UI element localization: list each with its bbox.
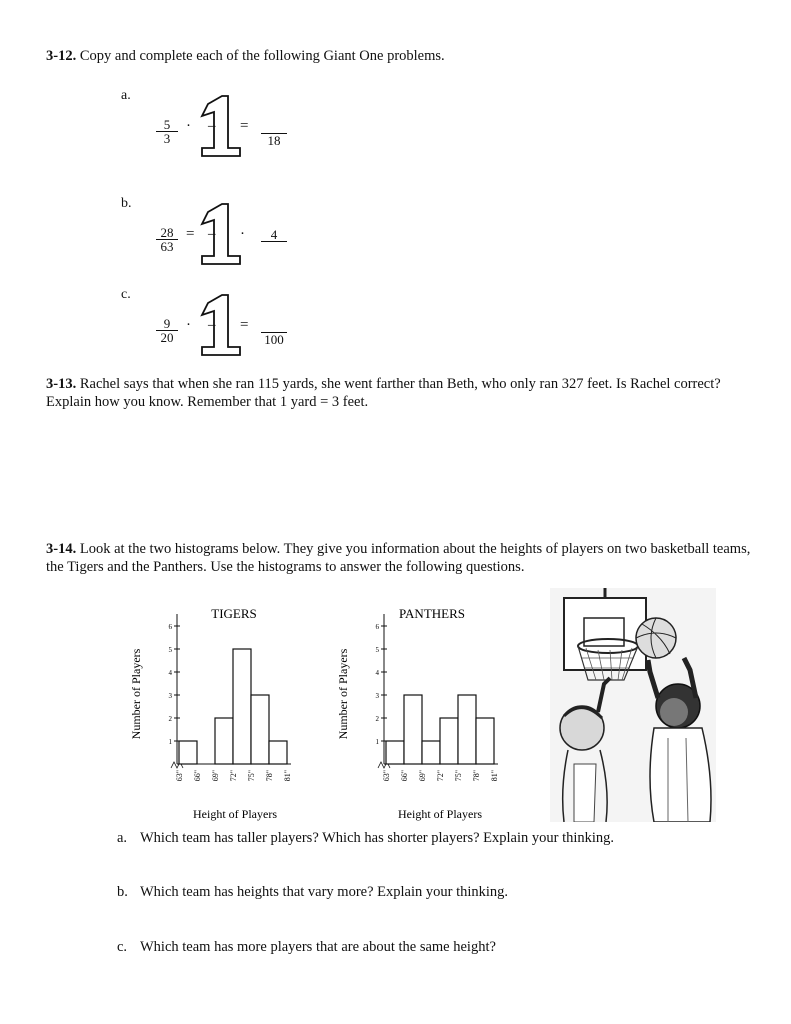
- giant-one-icon: [196, 94, 249, 163]
- x-tick-label: 63": [382, 770, 391, 782]
- operator: ·: [240, 226, 245, 242]
- histogram-bar: [251, 695, 269, 764]
- left-denominator: 20: [160, 330, 174, 345]
- right-numerator: [261, 319, 287, 333]
- question-text: Which team has more players that are about the same height?: [140, 939, 496, 955]
- y-tick-label: 2: [168, 715, 172, 723]
- problem-text: Rachel says that when she ran 115 yards, she went farther than Beth, who only ran 327 feet. Is Rachel correct? Explain how you know. Remember that 1 yard = 3 feet.: [46, 376, 721, 410]
- histogram-bar: [269, 741, 287, 764]
- x-axis-label: Height of Players: [193, 807, 277, 821]
- question-label: c.: [117, 939, 128, 955]
- x-tick-label: 69": [211, 770, 220, 782]
- problem-3-14-prompt: [46, 540, 751, 576]
- histogram-bar: [233, 649, 251, 764]
- left-denominator: 3: [163, 131, 171, 146]
- giant-one-blank: –: [208, 317, 216, 333]
- y-tick-label: 4: [168, 669, 172, 677]
- y-tick-label: 6: [375, 623, 379, 631]
- left-numerator: 28: [156, 226, 178, 240]
- y-tick-label: 6: [168, 623, 172, 631]
- chart-title: TIGERS: [211, 606, 257, 621]
- x-tick-label: 66": [400, 770, 409, 782]
- giant-one-blank: –: [208, 226, 216, 242]
- operator: =: [240, 317, 249, 333]
- left-fraction: [156, 317, 178, 344]
- histogram-bar: [215, 718, 233, 764]
- histograms: [120, 598, 520, 826]
- y-tick-label: 2: [375, 715, 379, 723]
- x-tick-label: 81": [490, 770, 499, 782]
- basketball-players-icon: [550, 588, 716, 822]
- x-tick-label: 81": [283, 770, 292, 782]
- problem-number: 3-14.: [46, 541, 77, 557]
- right-denominator: 18: [267, 133, 281, 148]
- right-numerator: 4: [261, 228, 287, 242]
- x-tick-label: 66": [193, 770, 202, 782]
- histogram-bar: [404, 695, 422, 764]
- giant-one-icon: [196, 202, 246, 271]
- problem-text: Look at the two histograms below. They give you information about the heights of players on two basketball teams, the Tigers and the Panthers. Use the histograms to answer the following questions.: [46, 541, 751, 575]
- problem-number: 3-13.: [46, 376, 77, 392]
- left-numerator: 5: [156, 118, 178, 132]
- chart-title: PANTHERS: [399, 606, 465, 621]
- problem-label: c.: [121, 287, 131, 302]
- x-tick-label: 75": [247, 770, 256, 782]
- y-tick-label: 3: [375, 692, 379, 700]
- right-fraction: [261, 319, 287, 346]
- y-tick-label: 1: [375, 738, 379, 746]
- x-tick-label: 63": [175, 770, 184, 782]
- histogram-bar: [386, 741, 404, 764]
- question-label: b.: [117, 884, 128, 900]
- problem-number: 3-12.: [46, 48, 77, 64]
- y-tick-label: 1: [168, 738, 172, 746]
- right-numerator: [261, 120, 287, 134]
- left-fraction: [156, 226, 178, 253]
- problem-label: a.: [121, 88, 131, 103]
- y-tick-label: 5: [375, 646, 379, 654]
- problem-3-13-prompt: [46, 375, 746, 411]
- histogram-bar: [458, 695, 476, 764]
- histogram-bar: [476, 718, 494, 764]
- histogram-bar: [440, 718, 458, 764]
- left-fraction: [156, 118, 178, 145]
- right-fraction: [261, 120, 287, 147]
- right-fraction: [261, 228, 287, 242]
- right-denominator: 100: [264, 332, 284, 347]
- operator: =: [240, 118, 249, 134]
- problem-label: b.: [121, 196, 132, 211]
- x-tick-label: 78": [472, 770, 481, 782]
- y-tick-label: 3: [168, 692, 172, 700]
- x-tick-label: 75": [454, 770, 463, 782]
- x-tick-label: 69": [418, 770, 427, 782]
- problem-text: Copy and complete each of the following Giant One problems.: [79, 48, 445, 64]
- giant-one-icon: [196, 293, 249, 362]
- x-tick-label: 78": [265, 770, 274, 782]
- operator: =: [186, 226, 195, 242]
- x-tick-label: 72": [229, 770, 238, 782]
- operator: ·: [186, 317, 191, 333]
- left-numerator: 9: [156, 317, 178, 331]
- histogram-bar: [422, 741, 440, 764]
- question-label: a.: [117, 830, 128, 846]
- y-axis-label: Number of Players: [129, 648, 143, 740]
- left-denominator: 63: [160, 239, 174, 254]
- problem-3-12-prompt: [46, 47, 746, 65]
- histogram-bar: [179, 741, 197, 764]
- question-text: Which team has taller players? Which has shorter players? Explain your thinking.: [140, 830, 615, 846]
- operator: ·: [186, 118, 191, 134]
- question-text: Which team has heights that vary more? Explain your thinking.: [140, 884, 509, 900]
- y-tick-label: 4: [375, 669, 379, 677]
- giant-one-blank: –: [208, 118, 216, 134]
- y-axis-label: Number of Players: [336, 648, 350, 740]
- x-tick-label: 72": [436, 770, 445, 782]
- y-tick-label: 5: [168, 646, 172, 654]
- x-axis-label: Height of Players: [398, 807, 482, 821]
